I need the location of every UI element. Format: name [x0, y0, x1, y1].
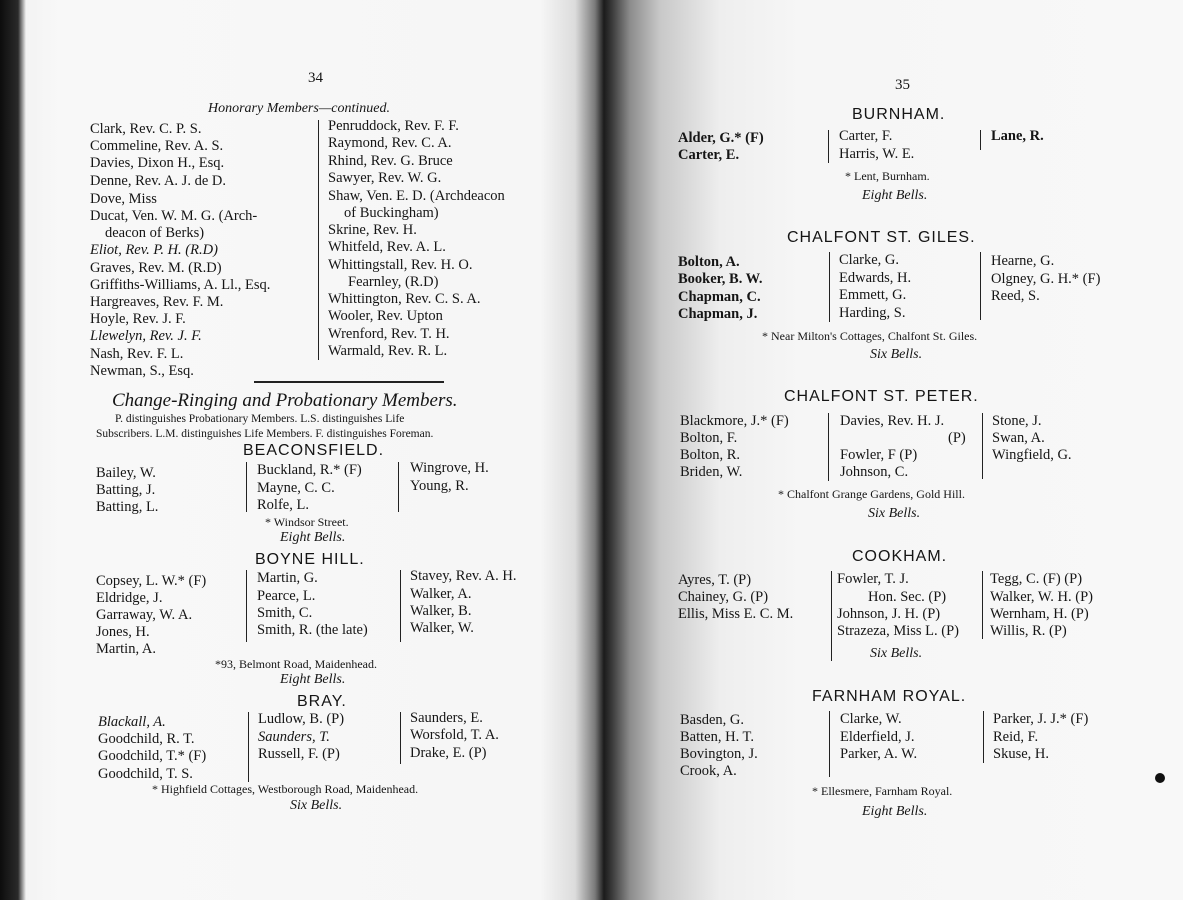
bray-col2-2: Russell, F. (P) — [258, 746, 340, 762]
hon-col1-11: Hoyle, Rev. J. F. — [90, 311, 186, 327]
bray-col3-0: Saunders, E. — [410, 710, 483, 726]
burnham-divider-1 — [828, 130, 829, 163]
hon-col1-5: Ducat, Ven. W. M. G. (Arch- — [90, 208, 258, 224]
burnham-col2-0: Carter, F. — [839, 128, 893, 144]
hon-col2-11: Wooler, Rev. Upton — [328, 308, 443, 324]
boyne-col1-2: Garraway, W. A. — [96, 607, 193, 623]
cookham-col3-2: Wernham, H. (P) — [990, 606, 1089, 622]
peter-col3-0: Stone, J. — [992, 413, 1042, 429]
boyne-col1-4: Martin, A. — [96, 641, 157, 657]
farnham-col2-2: Parker, A. W. — [840, 746, 918, 762]
giles-bells: Six Bells. — [870, 347, 923, 362]
peter-col1-3: Briden, W. — [680, 464, 743, 480]
cookham-col3-3: Willis, R. (P) — [990, 623, 1067, 639]
beaconsfield-col1-0: Bailey, W. — [96, 465, 156, 481]
change-ringing-title: Change-Ringing and Probationary Members. — [112, 390, 458, 411]
hon-col2-6: Skrine, Rev. H. — [328, 222, 417, 238]
boyne-col3-3: Walker, W. — [410, 620, 474, 636]
bray-divider-1 — [248, 712, 249, 782]
farnham-royal-title: FARNHAM ROYAL. — [812, 688, 967, 705]
peter-col2-0: Davies, Rev. H. J. — [840, 413, 945, 429]
peter-divider-2 — [982, 413, 983, 479]
hon-col1-0: Clark, Rev. C. P. S. — [90, 121, 202, 137]
beaconsfield-col2-2: Rolfe, L. — [257, 497, 309, 513]
bray-note: * Highfield Cottages, Westborough Road, Maidenhead. — [152, 782, 419, 796]
hon-col2-3: Sawyer, Rev. W. G. — [328, 170, 442, 186]
farnham-bells: Eight Bells. — [862, 804, 928, 819]
hon-col2-9: Fearnley, (R.D) — [348, 274, 439, 290]
peter-bells: Six Bells. — [868, 506, 921, 521]
burnham-col1-0: Alder, G.* (F) — [678, 130, 764, 146]
boyne-col2-3: Smith, R. (the late) — [257, 622, 368, 638]
beaconsfield-col2-0: Buckland, R.* (F) — [257, 462, 362, 478]
peter-col1-1: Bolton, F. — [680, 430, 738, 446]
chalfont-giles-title: CHALFONT ST. GILES. — [787, 229, 976, 246]
farnham-col1-1: Batten, H. T. — [680, 729, 754, 745]
cookham-col2-1: Hon. Sec. (P) — [868, 589, 947, 605]
giles-col3-2: Reed, S. — [991, 288, 1040, 304]
giles-note: * Near Milton's Cottages, Chalfont St. Giles. — [762, 329, 978, 343]
honorary-heading: Honorary Members—continued. — [208, 101, 390, 116]
peter-col3-1: Swan, A. — [992, 430, 1045, 446]
cookham-divider-1 — [831, 571, 832, 661]
peter-divider-1 — [828, 413, 829, 481]
burnham-bells: Eight Bells. — [862, 188, 928, 203]
cookham-col1-0: Ayres, T. (P) — [678, 572, 752, 588]
page-number-left: 34 — [308, 70, 323, 86]
beaconsfield-col1-2: Batting, L. — [96, 499, 159, 515]
farnham-col3-0: Parker, J. J.* (F) — [993, 711, 1089, 727]
bray-bells: Six Bells. — [290, 798, 343, 813]
cookham-title: COOKHAM. — [852, 548, 948, 565]
beaconsfield-col3-0: Wingrove, H. — [410, 460, 489, 476]
boyne-hill-title: BOYNE HILL. — [255, 551, 365, 568]
chalfont-peter-title: CHALFONT ST. PETER. — [784, 388, 979, 405]
cookham-bells: Six Bells. — [870, 646, 923, 661]
hon-col1-1: Commeline, Rev. A. S. — [90, 138, 224, 154]
boyne-col2-2: Smith, C. — [257, 605, 313, 621]
ink-spot — [1155, 773, 1165, 783]
farnham-divider-1 — [829, 711, 830, 777]
cookham-col3-0: Tegg, C. (F) (P) — [990, 571, 1083, 587]
hon-col2-1: Raymond, Rev. C. A. — [328, 135, 452, 151]
bray-col1-1: Goodchild, R. T. — [98, 731, 195, 747]
peter-col1-0: Blackmore, J.* (F) — [680, 413, 789, 429]
giles-col1-0: Bolton, A. — [678, 254, 740, 270]
bray-title: BRAY. — [297, 693, 347, 710]
hon-col2-10: Whittington, Rev. C. S. A. — [328, 291, 481, 307]
giles-col2-3: Harding, S. — [839, 305, 906, 321]
boyne-bells: Eight Bells. — [280, 672, 346, 687]
farnham-divider-2 — [983, 711, 984, 763]
beaconsfield-col1-1: Batting, J. — [96, 482, 156, 498]
farnham-col2-0: Clarke, W. — [840, 711, 902, 727]
boyne-col1-3: Jones, H. — [96, 624, 150, 640]
giles-col2-0: Clarke, G. — [839, 252, 899, 268]
cookham-col2-0: Fowler, T. J. — [837, 571, 909, 587]
hon-col1-9: Griffiths-Williams, A. Ll., Esq. — [90, 277, 271, 293]
peter-col1-2: Bolton, R. — [680, 447, 741, 463]
bray-col3-1: Worsfold, T. A. — [410, 727, 499, 743]
hon-divider — [318, 120, 319, 360]
farnham-col1-2: Bovington, J. — [680, 746, 758, 762]
giles-col3-1: Olgney, G. H.* (F) — [991, 271, 1101, 287]
giles-col3-0: Hearne, G. — [991, 253, 1055, 269]
peter-note: * Chalfont Grange Gardens, Gold Hill. — [778, 487, 965, 501]
cookham-col1-1: Chainey, G. (P) — [678, 589, 769, 605]
boyne-col1-1: Eldridge, J. — [96, 590, 163, 606]
cookham-col1-2: Ellis, Miss E. C. M. — [678, 606, 794, 622]
hon-col1-7: Eliot, Rev. P. H. (R.D) — [90, 242, 218, 258]
farnham-note: * Ellesmere, Farnham Royal. — [812, 784, 953, 798]
cookham-col3-1: Walker, W. H. (P) — [990, 589, 1093, 605]
farnham-col2-1: Elderfield, J. — [840, 729, 915, 745]
farnham-col3-2: Skuse, H. — [993, 746, 1049, 762]
key-line-2: Subscribers. L.M. distinguishes Life Members. F. distinguishes Foreman. — [96, 428, 434, 440]
hon-col1-4: Dove, Miss — [90, 191, 157, 207]
bray-col1-0: Blackall, A. — [98, 714, 166, 730]
giles-col2-1: Edwards, H. — [839, 270, 912, 286]
boyne-col3-0: Stavey, Rev. A. H. — [410, 568, 517, 584]
cookham-col2-2: Johnson, J. H. (P) — [837, 606, 941, 622]
peter-col2-3: Johnson, C. — [840, 464, 909, 480]
boyne-col1-0: Copsey, L. W.* (F) — [96, 573, 207, 589]
boyne-note: *93, Belmont Road, Maidenhead. — [215, 657, 377, 671]
burnham-col3-0: Lane, R. — [991, 128, 1044, 144]
giles-col1-1: Booker, B. W. — [678, 271, 763, 287]
bray-col3-2: Drake, E. (P) — [410, 745, 487, 761]
giles-divider-1 — [829, 252, 830, 322]
section-rule — [254, 381, 444, 383]
burnham-note: * Lent, Burnham. — [845, 169, 930, 183]
hon-col2-4: Shaw, Ven. E. D. (Archdeacon — [328, 188, 505, 204]
hon-col1-12: Llewelyn, Rev. J. F. — [90, 328, 202, 344]
beaconsfield-title: BEACONSFIELD. — [243, 442, 385, 459]
beaconsfield-divider-2 — [398, 462, 399, 512]
hon-col1-8: Graves, Rev. M. (R.D) — [90, 260, 222, 276]
beaconsfield-note: * Windsor Street. — [265, 515, 349, 529]
beaconsfield-divider-1 — [246, 462, 247, 512]
bray-col1-2: Goodchild, T.* (F) — [98, 748, 207, 764]
hon-col1-2: Davies, Dixon H., Esq. — [90, 155, 225, 171]
giles-col1-2: Chapman, C. — [678, 289, 761, 305]
burnham-divider-2 — [980, 130, 981, 150]
giles-divider-2 — [980, 252, 981, 320]
hon-col2-5: of Buckingham) — [344, 205, 439, 221]
hon-col1-10: Hargreaves, Rev. F. M. — [90, 294, 224, 310]
hon-col2-7: Whitfeld, Rev. A. L. — [328, 239, 446, 255]
hon-col1-3: Denne, Rev. A. J. de D. — [90, 173, 226, 189]
hon-col2-12: Wrenford, Rev. T. H. — [328, 326, 450, 342]
burnham-title: BURNHAM. — [852, 106, 946, 123]
hon-col2-8: Whittingstall, Rev. H. O. — [328, 257, 473, 273]
beaconsfield-bells: Eight Bells. — [280, 530, 346, 545]
burnham-col2-1: Harris, W. E. — [839, 146, 915, 162]
hon-col1-6: deacon of Berks) — [105, 225, 205, 241]
key-line-1: P. distinguishes Probationary Members. L.S. distinguishes Life — [115, 413, 405, 425]
page-number-right: 35 — [895, 77, 910, 93]
peter-col2-2: Fowler, F (P) — [840, 447, 918, 463]
beaconsfield-col3-1: Young, R. — [410, 478, 469, 494]
boyne-divider-2 — [400, 570, 401, 642]
farnham-col3-1: Reid, F. — [993, 729, 1039, 745]
bray-divider-2 — [400, 712, 401, 764]
hon-col1-14: Newman, S., Esq. — [90, 363, 194, 379]
boyne-col2-0: Martin, G. — [257, 570, 318, 586]
boyne-divider-1 — [246, 570, 247, 642]
giles-col2-2: Emmett, G. — [839, 287, 907, 303]
boyne-col2-1: Pearce, L. — [257, 588, 316, 604]
burnham-col1-1: Carter, E. — [678, 147, 740, 163]
hon-col2-13: Warmald, Rev. R. L. — [328, 343, 448, 359]
bray-col1-3: Goodchild, T. S. — [98, 766, 193, 782]
hon-col1-13: Nash, Rev. F. L. — [90, 346, 184, 362]
giles-col1-3: Chapman, J. — [678, 306, 758, 322]
beaconsfield-col2-1: Mayne, C. C. — [257, 480, 335, 496]
peter-col3-2: Wingfield, G. — [992, 447, 1072, 463]
bray-col2-0: Ludlow, B. (P) — [258, 711, 345, 727]
peter-col2-1: (P) — [948, 430, 966, 446]
cookham-col2-3: Strazeza, Miss L. (P) — [837, 623, 960, 639]
farnham-col1-0: Basden, G. — [680, 712, 745, 728]
boyne-col3-1: Walker, A. — [410, 586, 472, 602]
hon-col2-0: Penruddock, Rev. F. F. — [328, 118, 459, 134]
cookham-divider-2 — [982, 571, 983, 639]
farnham-col1-3: Crook, A. — [680, 763, 737, 779]
hon-col2-2: Rhind, Rev. G. Bruce — [328, 153, 453, 169]
boyne-col3-2: Walker, B. — [410, 603, 472, 619]
bray-col2-1: Saunders, T. — [258, 729, 330, 745]
